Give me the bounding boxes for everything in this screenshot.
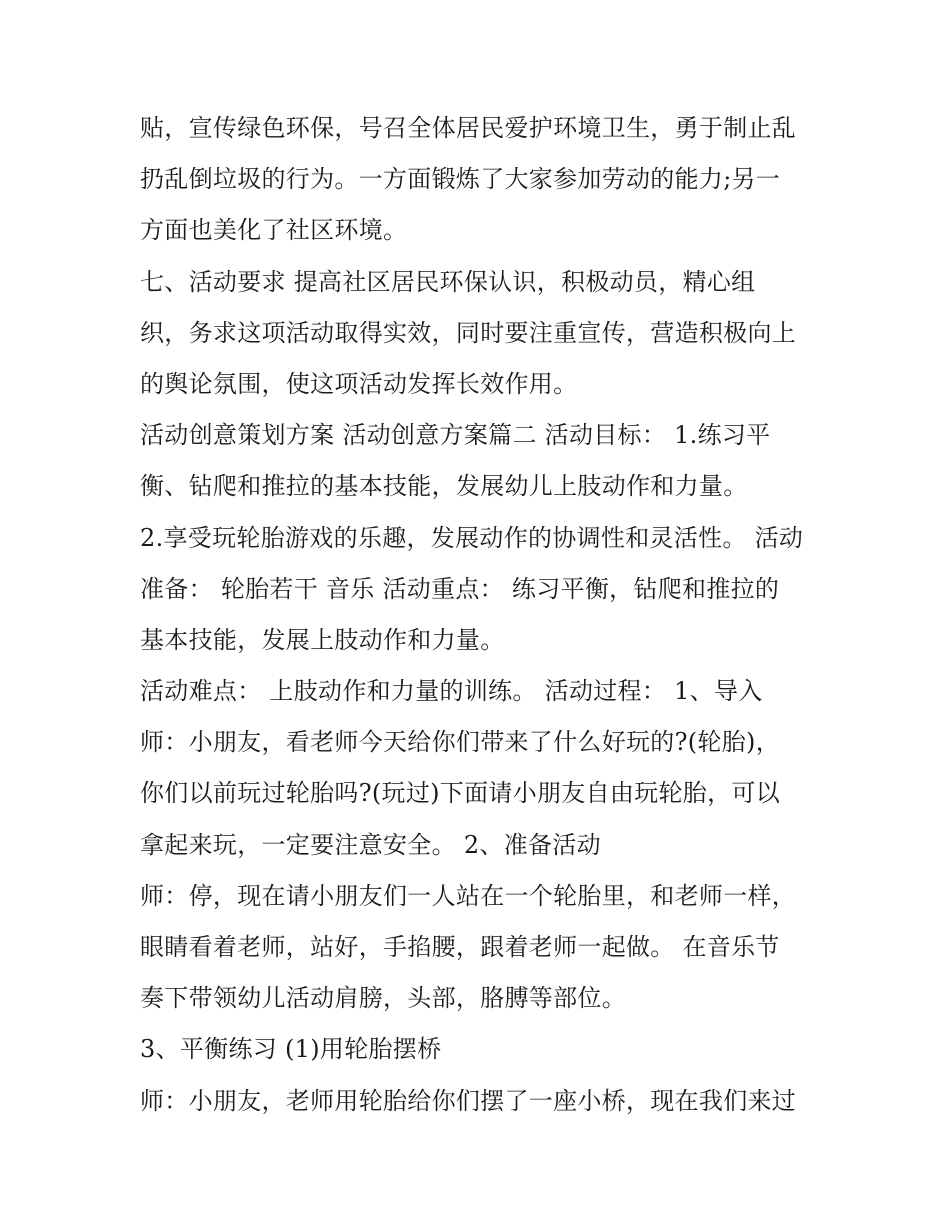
text-line: 方面也美化了社区环境。	[140, 216, 408, 245]
text-line: 师：小朋友，老师用轮胎给你们摆了一座小桥，现在我们来过	[140, 1086, 797, 1115]
text-line: 师：小朋友，看老师今天给你们带来了什么好玩的?(轮胎)，	[140, 728, 780, 757]
text-line: 师：停，现在请小朋友们一人站在一个轮胎里，和老师一样，	[140, 881, 797, 910]
text-line: 扔乱倒垃圾的行为。一方面锻炼了大家参加劳动的能力;另一	[140, 165, 781, 194]
text-line: 你们以前玩过轮胎吗?(玩过)下面请小朋友自由玩轮胎，可以	[140, 779, 780, 808]
text-line: 衡、钻爬和推拉的基本技能，发展幼儿上肢动作和力量。	[140, 472, 748, 501]
text-line: 活动创意策划方案 活动创意方案篇二 活动目标： 1.练习平	[140, 421, 771, 450]
text-line: 活动难点： 上肢动作和力量的训练。 活动过程： 1、导入	[140, 677, 763, 706]
text-line: 织，务求这项活动取得实效，同时要注重宣传，营造积极向上	[140, 318, 797, 347]
text-line: 3、平衡练习 (1)用轮胎摆桥	[140, 1035, 442, 1064]
text-line: 准备： 轮胎若干 音乐 活动重点： 练习平衡，钻爬和推拉的	[140, 574, 780, 603]
text-line: 奏下带领幼儿活动肩膀，头部，胳膊等部位。	[140, 984, 626, 1013]
text-line: 眼睛看着老师，站好，手掐腰，跟着老师一起做。 在音乐节	[140, 933, 780, 961]
text-line: 2.享受玩轮胎游戏的乐趣，发展动作的协调性和灵活性。 活动	[140, 523, 804, 552]
text-line: 七、活动要求 提高社区居民环保认识，积极动员，精心组	[140, 267, 756, 296]
text-line: 拿起来玩，一定要注意安全。 2、准备活动	[140, 830, 601, 859]
body-text	[140, 103, 840, 1127]
text-line: 贴，宣传绿色环保，号召全体居民爱护环境卫生，勇于制止乱	[140, 114, 797, 142]
text-line: 的舆论氛围，使这项活动发挥长效作用。	[140, 369, 578, 398]
text-line: 基本技能，发展上肢动作和力量。	[140, 625, 505, 654]
